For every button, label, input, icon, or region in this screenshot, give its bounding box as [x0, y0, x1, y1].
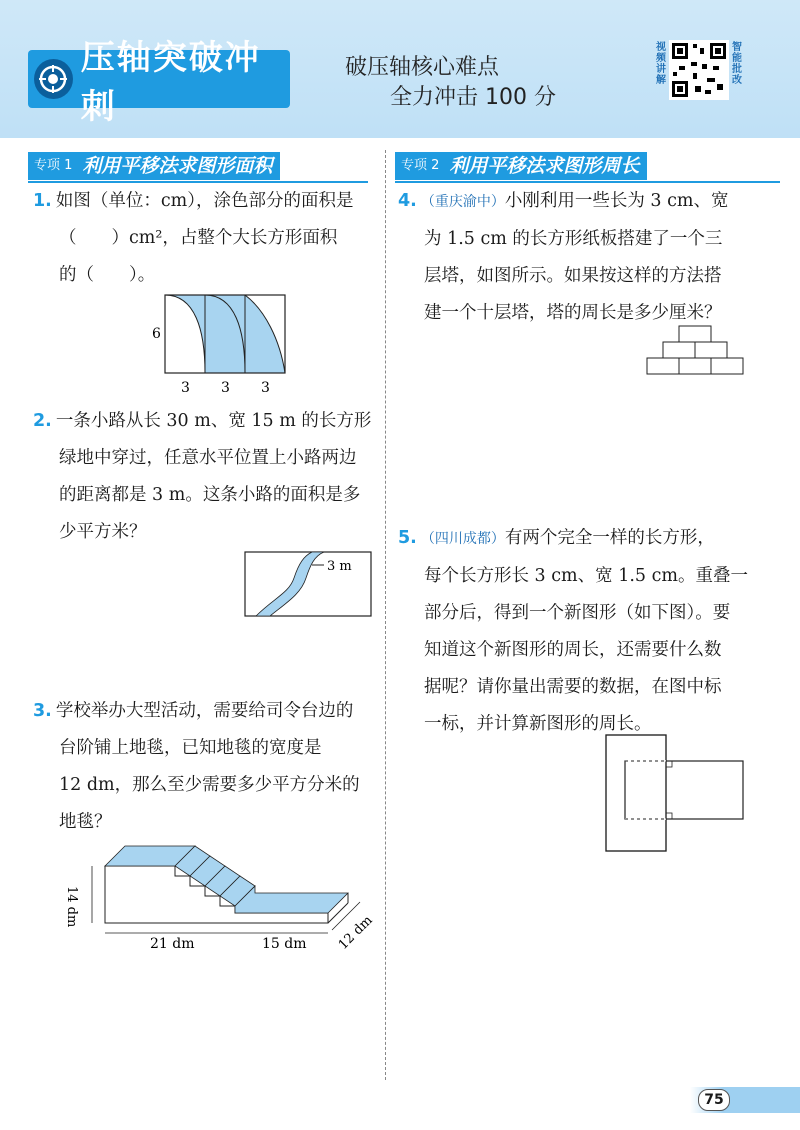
header-title: 压轴突破冲刺: [80, 38, 261, 127]
fig3-base1-label: 21 dm: [150, 936, 195, 952]
problem-5-line-4: 知道这个新图形的周长，还需要什么数: [424, 640, 722, 660]
column-divider: [385, 150, 386, 1080]
problem-5-source: （四川成都）: [420, 531, 505, 547]
problem-3-number: 3.: [33, 701, 52, 721]
figure-4-tower: [645, 324, 747, 376]
fig3-height-label: 14 dm: [64, 886, 79, 928]
header-subtitle-2: 全力冲击 100 分: [390, 85, 556, 110]
target-icon: [34, 59, 73, 99]
problem-5-line-2: 每个长方形长 3 cm、宽 1.5 cm。重叠一: [424, 566, 749, 586]
header-banner: [0, 0, 800, 138]
page-number: 75: [698, 1089, 730, 1111]
fig1-height-label: 6: [152, 326, 161, 342]
problem-5-line-3: 部分后，得到一个新图形（如下图）。要: [424, 603, 731, 623]
figure-3: [64, 838, 380, 953]
problem-3-line-2: 台阶铺上地毯，已知地毯的宽度是: [59, 738, 322, 758]
problem-2-line-4: 少平方米？: [59, 522, 147, 542]
problem-4-line-1: 小刚利用一些长为 3 cm、宽: [504, 191, 729, 211]
fig1-width-label-2: 3: [221, 380, 230, 396]
problem-4-line-4: 建一个十层塔，塔的周长是多少厘米？: [424, 303, 722, 323]
problem-1-line-3: 的（ ）。: [59, 265, 156, 285]
figure-2: [244, 548, 374, 620]
figure-5-overlap: [605, 733, 747, 853]
section-head-1: [28, 152, 280, 180]
qr-right-label: 智能批改: [732, 42, 742, 86]
problem-3-line-3: 12 dm，那么至少需要多少平方分米的: [59, 775, 360, 795]
problem-2-line-3: 的距离都是 3 m。这条小路的面积是多: [59, 485, 361, 505]
problem-1-line-2: （ ）cm²，占整个大长方形面积: [59, 228, 338, 248]
problem-2-line-2: 绿地中穿过，任意水平位置上小路两边: [59, 448, 357, 468]
problem-1-number: 1.: [33, 191, 52, 211]
qr-code-icon[interactable]: [669, 40, 729, 100]
problem-5-number: 5.: [398, 528, 417, 548]
problem-4-line-2: 为 1.5 cm 的长方形纸板搭建了一个三: [424, 229, 723, 249]
fig3-base2-label: 15 dm: [262, 936, 307, 952]
problem-4-line-3: 层塔，如图所示。如果按这样的方法搭: [424, 266, 722, 286]
fig1-width-label-1: 3: [181, 380, 190, 396]
page-number-bar: [690, 1087, 800, 1113]
figure-1: [140, 290, 300, 400]
qr-left-label: 视频讲解: [656, 42, 666, 86]
problem-4: [398, 183, 783, 332]
problem-3: [33, 693, 378, 841]
section-tag-2: 专项 2: [395, 152, 445, 180]
problem-3-line-4: 地毯？: [59, 812, 112, 832]
problem-5-line-1: 有两个完全一样的长方形，: [504, 528, 715, 548]
qr-block: [655, 40, 743, 100]
problem-2-line-1: 一条小路从长 30 m、宽 15 m 的长方形: [55, 411, 372, 431]
section-title-1: 利用平移法求图形面积: [78, 152, 280, 180]
problem-1: [33, 183, 378, 294]
problem-2: [33, 403, 378, 551]
problem-2-number: 2.: [33, 411, 52, 431]
fig3-depth-label: 12 dm: [335, 912, 376, 953]
header-title-box: [28, 38, 290, 127]
problem-1-line-1: 如图（单位：cm），涂色部分的面积是: [55, 191, 354, 211]
fig2-width-label: 3 m: [327, 559, 352, 574]
problem-5-line-6: 一标，并计算新图形的周长。: [424, 714, 652, 734]
problem-3-line-1: 学校举办大型活动，需要给司令台边的: [55, 701, 354, 721]
section-head-2: [395, 152, 647, 180]
problem-5: [398, 520, 783, 743]
section-tag-1: 专项 1: [28, 152, 78, 180]
problem-5-line-5: 据呢？请你量出需要的数据，在图中标: [424, 677, 722, 697]
problem-4-number: 4.: [398, 191, 417, 211]
problem-4-source: （重庆渝中）: [420, 194, 505, 210]
header-subtitle-1: 破压轴核心难点: [345, 55, 500, 80]
fig1-width-label-3: 3: [261, 380, 270, 396]
section-title-2: 利用平移法求图形周长: [445, 152, 647, 180]
